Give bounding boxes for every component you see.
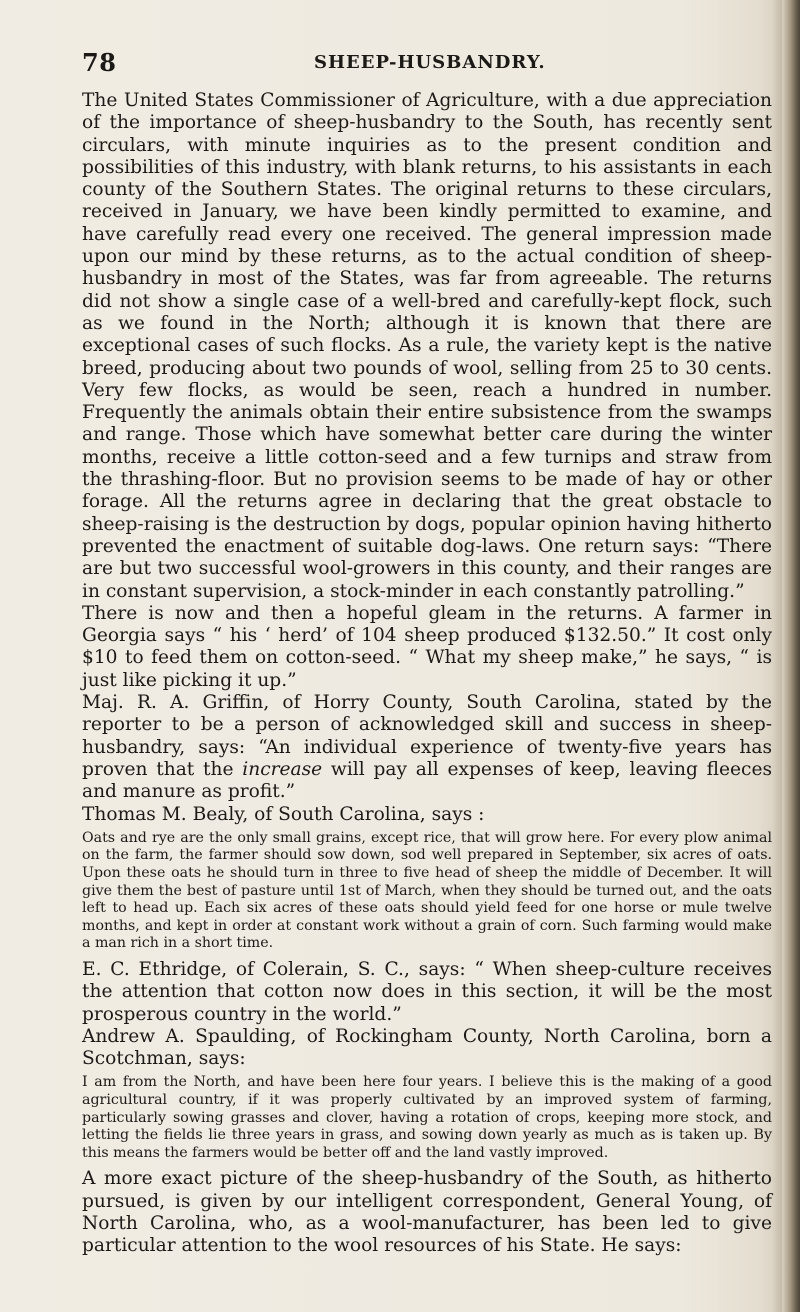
body-text <box>82 90 772 1258</box>
paragraph-griffin-emphasis: increase <box>242 758 323 780</box>
paragraph-bealy-intro: Thomas M. Bealy, of South Carolina, says : <box>82 803 485 825</box>
extract-spaulding: I am from the North, and have been here four years. I believe this is the making of a good agricultural country, if it was properly cultivated by an improved system of farming, particularly sowing grasses and clover, having a rotation of crops, keeping more stock, and letting the fields lie three years in grass, and sowing down yearly as much as is taken up. By this means the farmers would be better off and the land vastly improved. <box>82 1074 772 1161</box>
paragraph-spaulding-intro: Andrew A. Spaulding, of Rockingham County, North Carolina, born a Scotchman, says: <box>82 1025 772 1070</box>
extract-bealy: Oats and rye are the only small grains, except rice, that will grow here. For every plow animal on the farm, the farmer should sow down, sod well prepared in September, six acres of oats. Upon these oats he should turn in three to five head of sheep the middle of December. It will give them the best of pasture until 1st of March, when they should be turned out, and the oats left to head up. Each six acres of these oats should yield feed for one horse or mule twelve months, and kept in order at constant work without a grain of corn. Such farming would make a man rich in a short time. <box>82 829 772 952</box>
paragraph-young: A more exact picture of the sheep-husbandry of the South, as hitherto pursued, is given by our intelligent correspondent, General Young, of North Carolina, who, as a wool-manufacturer, has been led to give particular attention to the wool resources of his State. He says: <box>82 1168 772 1257</box>
running-head: SHEEP-HUSBANDRY. <box>314 52 546 73</box>
page-number: 78 <box>82 48 117 77</box>
page-header <box>82 48 772 82</box>
paragraph-commissioner: The United States Commissioner of Agriculture, with a due appreciation of the importance of sheep-husbandry to the South, has recently sent circulars, with minute inquiries as to the present condition and possibilities of this industry, with blank returns, to his assistants in each county of the Southern States. The original returns to these circulars, received in January, we have been kindly permitted to examine, and have carefully read every one received. The general impression made upon our mind by these returns, as to the actual condition of sheep-husbandry in most of the States, was far from agreeable. The returns did not show a single case of a well-bred and carefully-kept flock, such as we found in the North; although it is known that there are exceptional cases of such flocks. As a rule, the variety kept is the native breed, producing about two pounds of wool, selling from 25 to 30 cents. Very few flocks, as would be seen, reach a hundred in number. Frequently the animals obtain their entire subsistence from the swamps and range. Those which have somewhat better care during the winter months, receive a little cotton-seed and a few turnips and straw from the thrashing-floor. But no provision seems to be made of hay or other forage. All the returns agree in declaring that the great obstacle to sheep-raising is the destruction by dogs, popular opinion having hitherto prevented the enactment of suitable dog-laws. One return says: “There are but two successful wool-growers in this county, and their ranges are in constant supervision, a stock-minder in each constantly patrolling.” <box>82 90 772 602</box>
paragraph-griffin-text-after: will pay all expenses of keep, leaving fleeces and manure as profit.” <box>82 758 772 803</box>
paragraph-griffin-text-before: Maj. R. A. Griffin, of Horry County, South Carolina, stated by the reporter to be a person of acknowledged skill and success in sheep-husbandry, says: “An individual experience of twenty-five years has proven that the <box>82 692 772 780</box>
paragraph-ethridge: E. C. Ethridge, of Colerain, S. C., says: “ When sheep-culture receives the attention that cotton now does in this section, it will be the most prosperous country in the world.” <box>82 958 772 1025</box>
paragraph-georgia-farmer: There is now and then a hopeful gleam in the returns. A farmer in Georgia says “ his ‘ herd’ of 104 sheep produced $132.50.” It cost only $10 to feed them on cotton-seed. “ What my sheep make,” he says, “ is just like picking it up.” <box>82 602 772 691</box>
page-edge-shadow <box>772 0 782 1312</box>
paragraph-griffin <box>82 692 772 803</box>
page-edge <box>782 0 800 1312</box>
